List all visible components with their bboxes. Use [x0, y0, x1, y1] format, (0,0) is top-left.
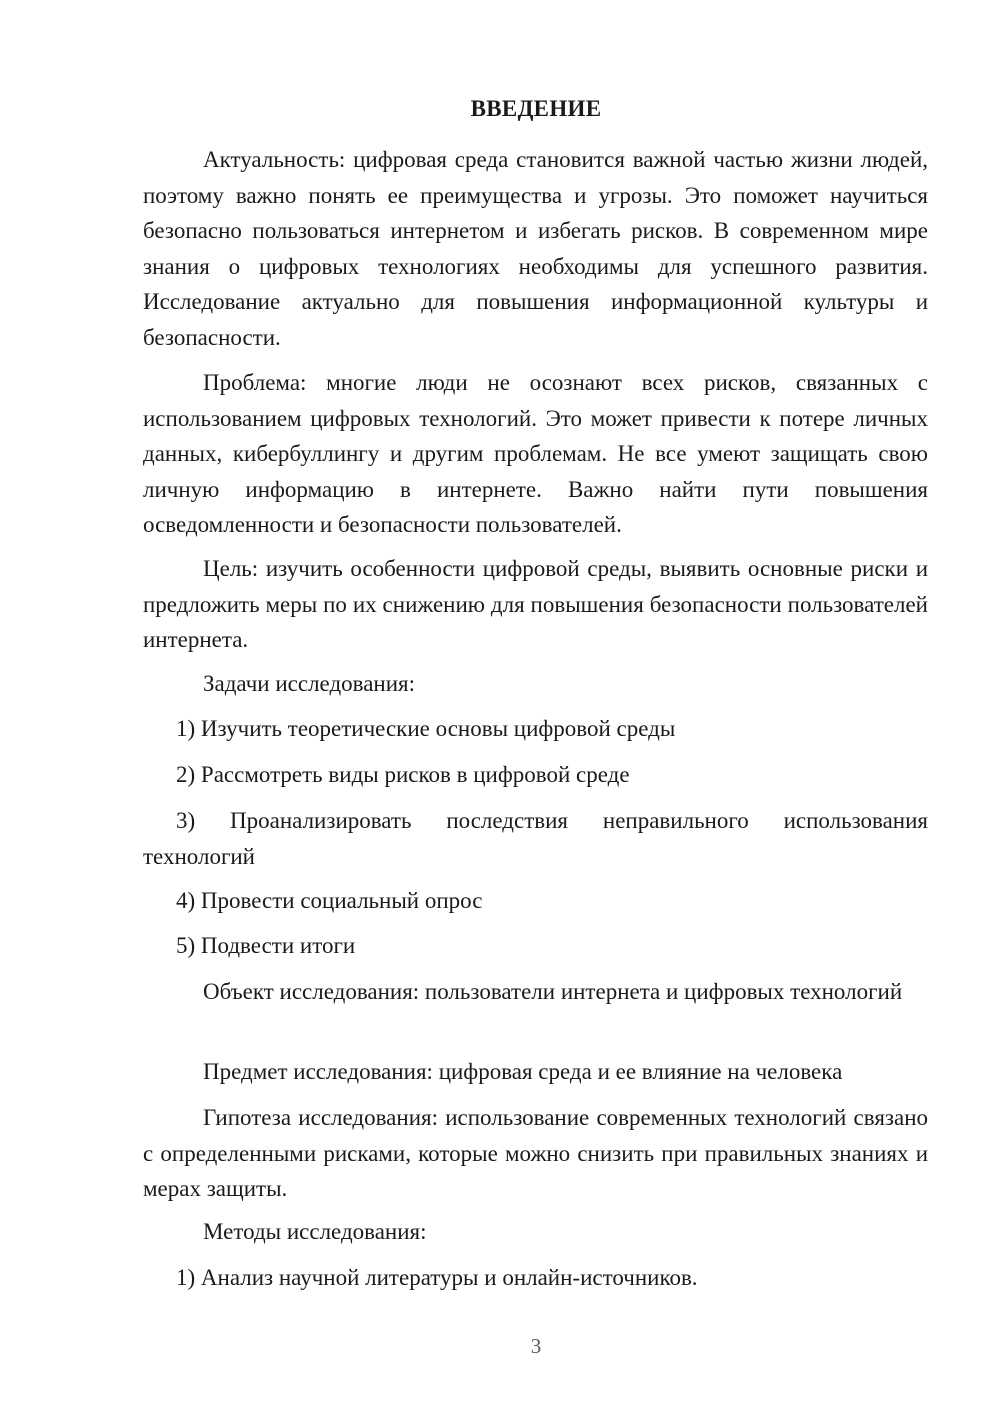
page-number: 3	[530, 1334, 542, 1358]
methods-title: Методы исследования:	[203, 1219, 427, 1244]
task-item-1: 1) Изучить теоретические основы цифровой среды	[176, 716, 676, 741]
subject-paragraph: Предмет исследования: цифровая среда и ее влияние на человека	[203, 1059, 843, 1084]
relevance-paragraph: Актуальность: цифровая среда становится важной частью жизни людей, поэтому важно понять ее преимущества и угрозы. Это поможет научиться безопасно пользоваться интернетом и избегать рисков. В современном мире знания о цифровых технологиях необходимы для успешного развития. Исследование актуально для повышения информационной культуры и безопасности.	[143, 147, 928, 350]
hypothesis-paragraph: Гипотеза исследования: использование современных технологий связано с определенными рисками, которые можно снизить при правильных знаниях и мерах защиты.	[143, 1105, 928, 1201]
method-item-1: 1) Анализ научной литературы и онлайн-источников.	[176, 1265, 698, 1290]
problem-paragraph: Проблема: многие люди не осознают всех рисков, связанных с использованием цифровых технологий. Это может привести к потере личных данных, кибербуллингу и другим проблемам. Не все умеют защищать свою личную информацию в интернете. Важно найти пути повышения осведомленности и безопасности пользователей.	[143, 370, 928, 537]
task-item-4: 4) Провести социальный опрос	[176, 888, 483, 913]
goal-paragraph: Цель: изучить особенности цифровой среды, выявить основные риски и предложить меры по их снижению для повышения безопасности пользователей интернета.	[143, 556, 928, 652]
section-heading: ВВЕДЕНИЕ	[470, 96, 602, 121]
task-item-3: 3) Проанализировать последствия неправильного использования технологий	[143, 808, 928, 869]
task-item-5: 5) Подвести итоги	[176, 933, 356, 958]
object-paragraph: Объект исследования: пользователи интернета и цифровых технологий	[203, 979, 903, 1004]
task-item-2: 2) Рассмотреть виды рисков в цифровой среде	[176, 762, 630, 787]
tasks-title: Задачи исследования:	[203, 671, 416, 696]
